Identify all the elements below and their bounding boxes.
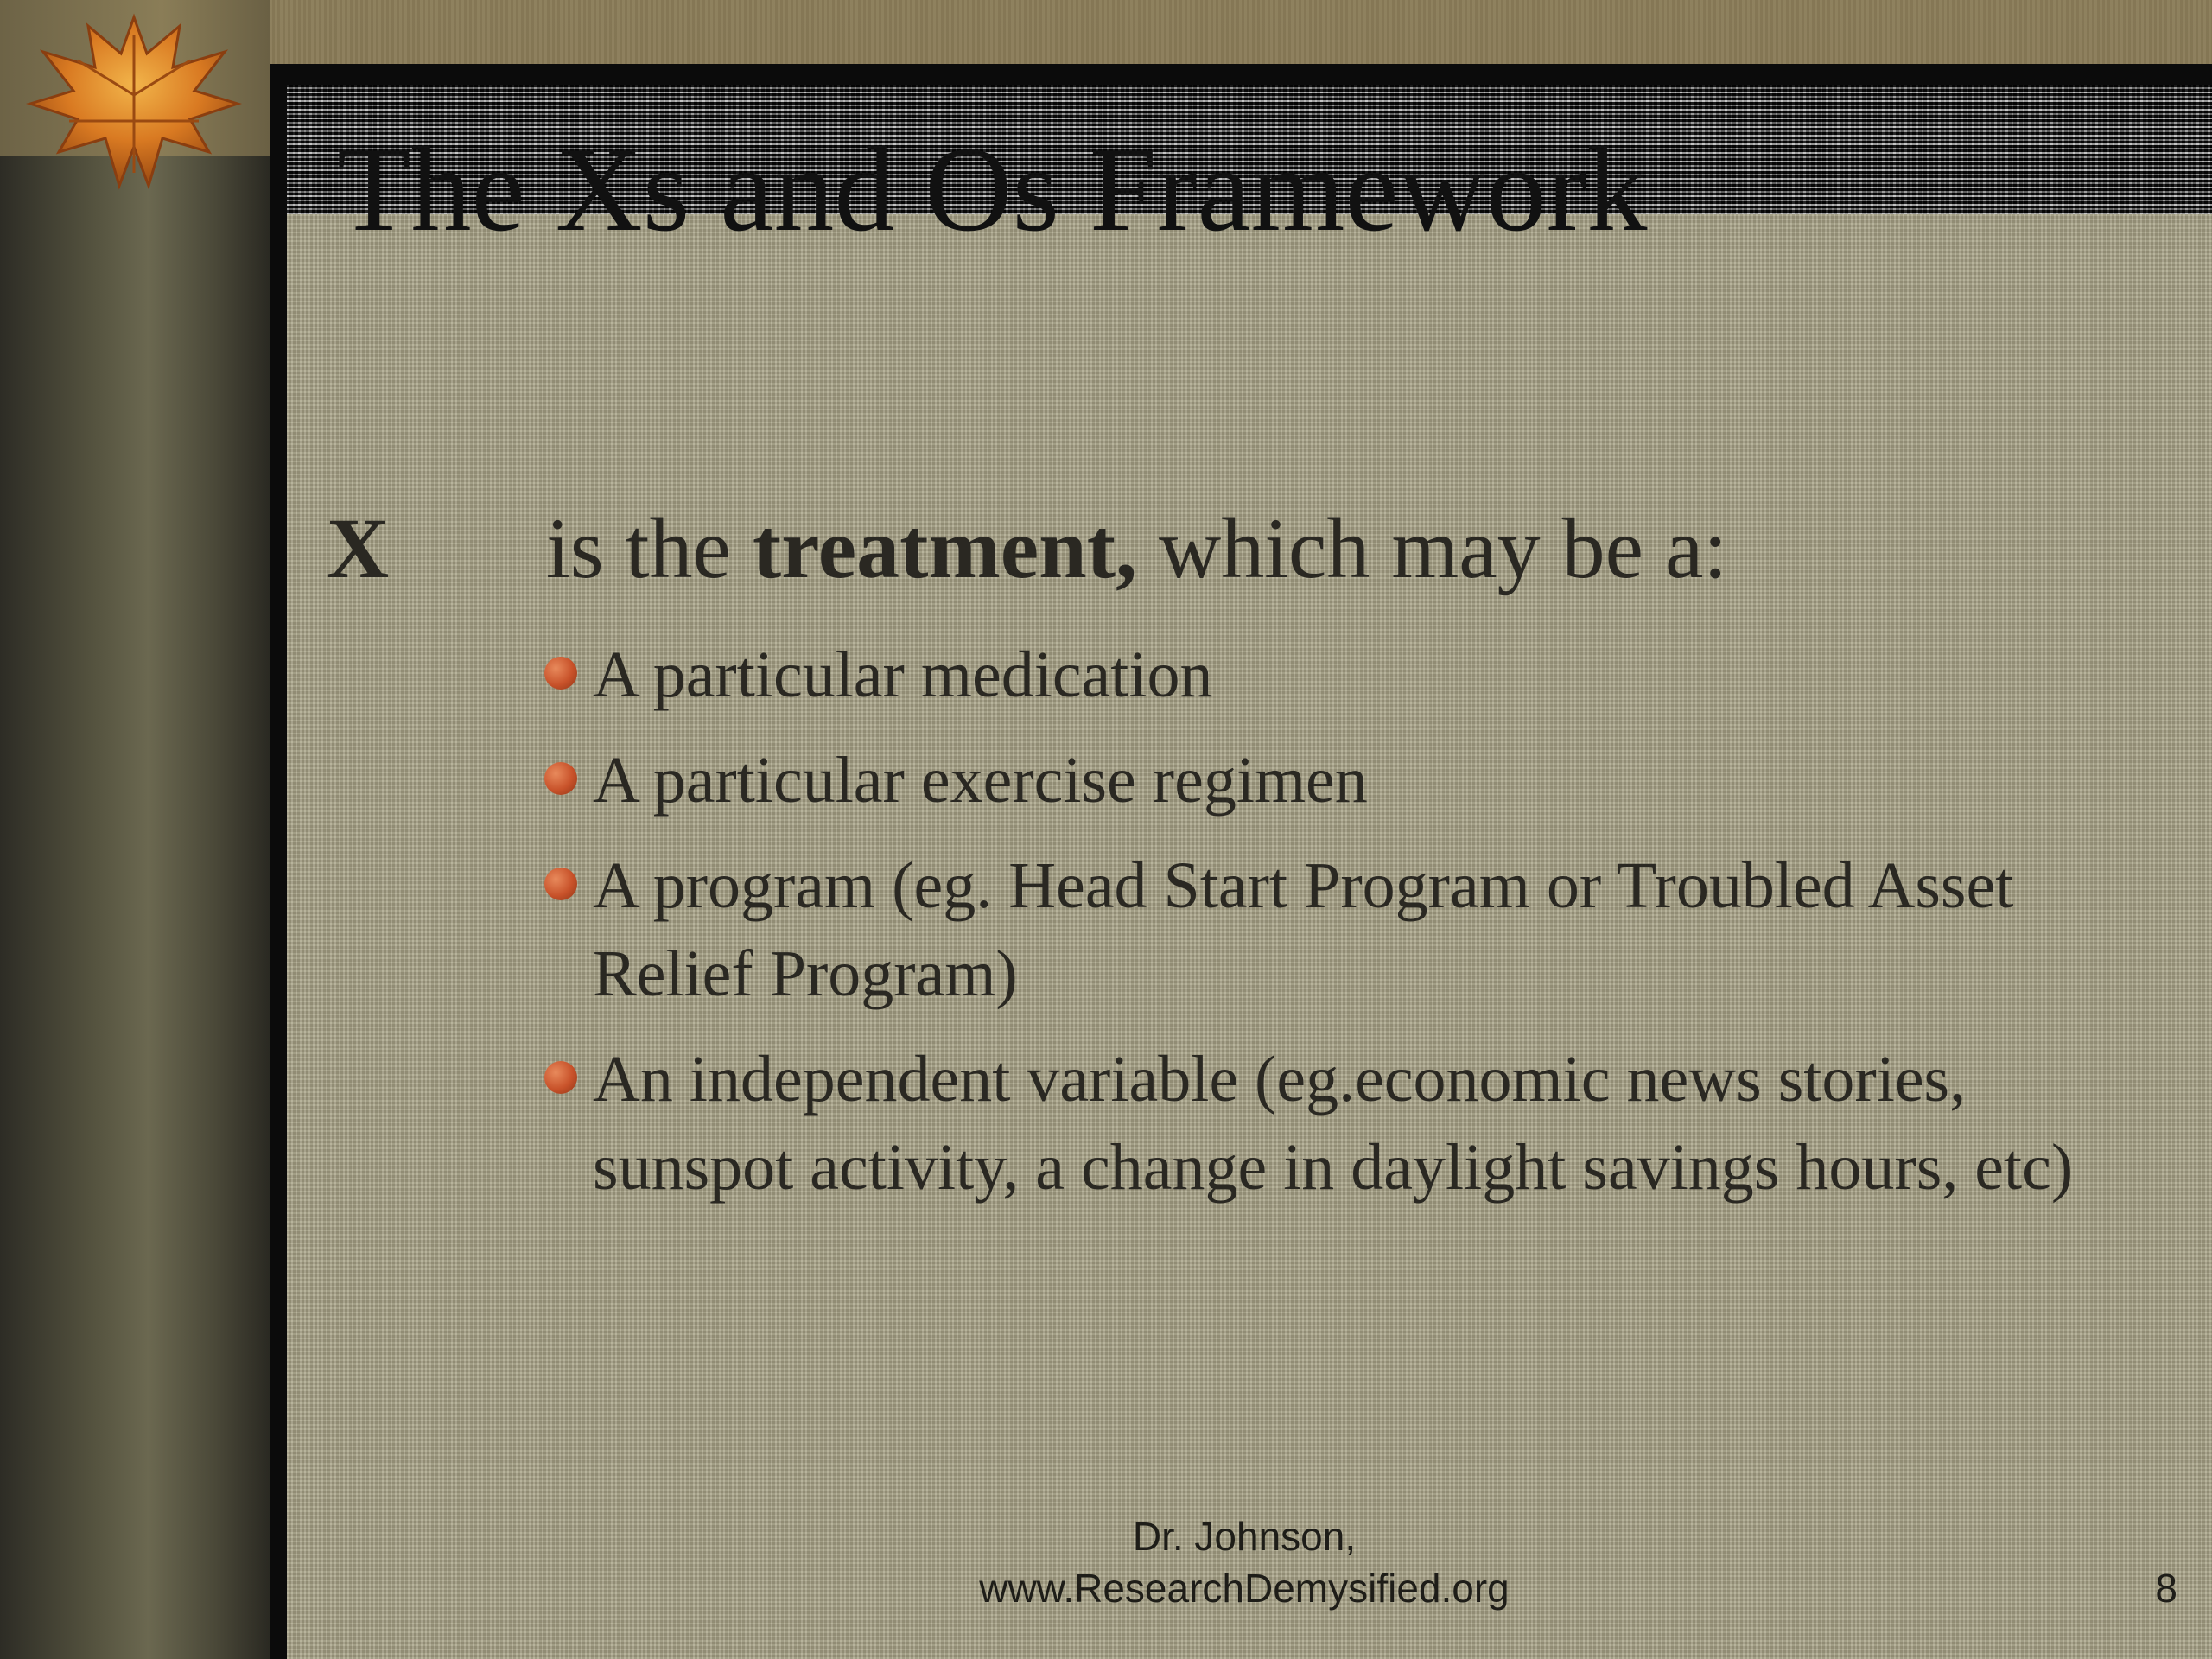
x-symbol: X (327, 500, 390, 596)
slide-title: The Xs and Os Framework (337, 123, 1648, 257)
bullet-dot-icon (544, 762, 577, 795)
footer-credit (864, 1510, 1624, 1614)
list-item-text: A program (eg. Head Start Program or Troubled Asset Relief Program) (593, 849, 2014, 1010)
bullet-dot-icon (544, 657, 577, 690)
page-number: 8 (2155, 1566, 2177, 1611)
footer-website: www.ResearchDemysified.org (979, 1566, 1510, 1611)
list-item (544, 736, 2160, 824)
maple-leaf-icon (17, 0, 251, 199)
bullet-dot-icon (544, 868, 577, 900)
left-column (0, 156, 270, 1659)
definition-prefix: is the (546, 500, 753, 596)
treatment-list (544, 631, 2160, 1229)
list-item (544, 1035, 2160, 1211)
definition-emphasis: treatment, (752, 500, 1138, 596)
list-item-text: A particular medication (593, 639, 1213, 711)
list-item (544, 842, 2160, 1018)
list-item-text: An independent variable (eg.economic news stories, sunspot activity, a change in daylight savings hours, etc) (593, 1043, 2074, 1204)
footer-author: Dr. Johnson, (1132, 1514, 1357, 1559)
definition-suffix: which may be a: (1137, 500, 1728, 596)
bullet-dot-icon (544, 1061, 577, 1094)
list-item (544, 631, 2160, 719)
treatment-definition (546, 500, 1728, 596)
list-item-text: A particular exercise regimen (593, 744, 1368, 817)
